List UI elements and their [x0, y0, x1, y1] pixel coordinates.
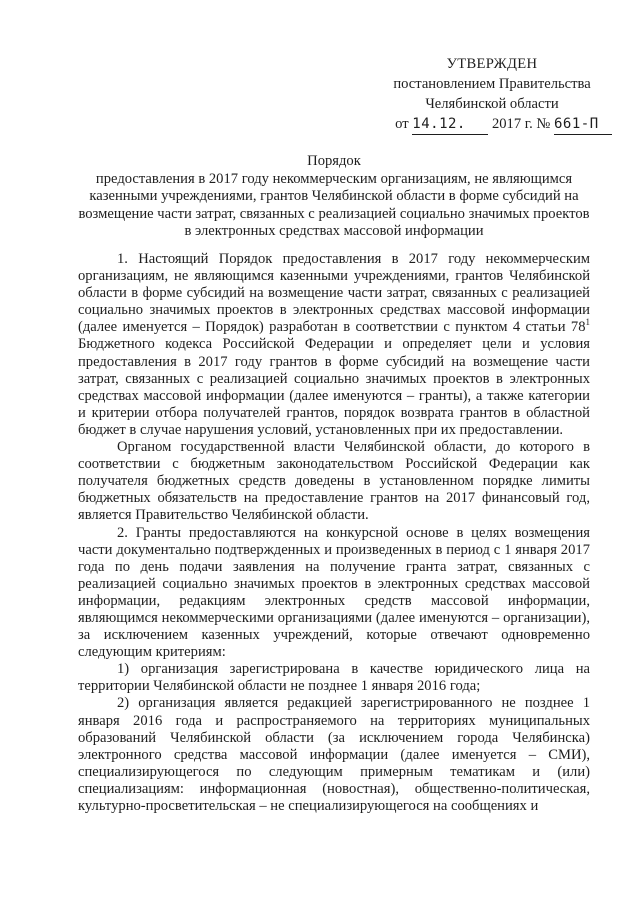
paragraph-5: 2) организация является редакцией зарегистрированного не позднее 1 января 2016 года и распространяемого на территориях муниципальных образований Челябинской области (за исключением города Челябинска) электронного средства массовой информации (далее именуется – СМИ), специализирующегося по следующим примерным тематикам и (или) специализациям: информационная (новостная), общественно-политическая, культурно-просветительская – не специализирующегося на сообщениях и	[78, 695, 590, 814]
approval-date-line	[372, 114, 612, 135]
approval-date-handwritten: 14.12.	[412, 114, 488, 135]
approval-number-handwritten: 661-П	[554, 114, 612, 135]
paragraph-1-part-b: Бюджетного кодекса Российской Федерации и определяет цели и условия предоставления в 2017 году грантов в форме субсидий на возмещение части затрат, связанных с реализацией социально значимых проектов в электронных средствах массовой информации (далее именуются – гранты), а также категории и критерии отбора получателей грантов, порядок возврата грантов в областной бюджет в случае нарушения условий, установленных при их предоставлении.	[78, 336, 590, 438]
document-title	[78, 153, 590, 240]
title-subtitle: предоставления в 2017 году некоммерческим организациям, не являющимся казенными учреждениями, грантов Челябинской области в форме субсидий на возмещение части затрат, связанных с реализацией социально значимых проектов в электронных средствах массовой информации	[78, 171, 590, 239]
title-word: Порядок	[307, 153, 361, 169]
paragraph-4: 1) организация зарегистрирована в качестве юридического лица на территории Челябинской области не позднее 1 января 2016 года;	[78, 661, 590, 695]
approval-line-2: Челябинской области	[425, 96, 559, 112]
paragraph-3: 2. Гранты предоставляются на конкурсной основе в целях возмещения части документально подтвержденных и произведенных в период с 1 января 2017 года по день подачи заявления на получение гранта затрат, связанных с реализацией социально значимых проектов в электронных средствах массовой информации, редакциям электронных средств массовой информации, являющимся некоммерческими организациями (далее именуются – организации), за исключением казенных учреждений, которые отвечают одновременно следующим критериям:	[78, 524, 590, 661]
approval-heading: УТВЕРЖДЕН	[446, 56, 538, 72]
document-body	[78, 251, 590, 815]
paragraph-1	[78, 251, 590, 439]
approval-year-text: 2017 г. №	[491, 116, 551, 132]
paragraph-1-part-a: 1. Настоящий Порядок предоставления в 2017 году некоммерческим организациям, не являющимся казенными учреждениями, грантов Челябинской области в форме субсидий на возмещение части затрат, связанных с реализацией социально значимых проектов в электронных средствах массовой информации (далее именуется – Порядок) разработан в соответствии с пунктом 4 статьи 78	[78, 251, 590, 336]
article-superscript: 1	[585, 317, 590, 328]
approval-stamp	[372, 54, 612, 135]
date-prefix: от	[395, 116, 409, 132]
paragraph-2: Органом государственной власти Челябинской области, до которого в соответствии с бюджетным законодательством Российской Федерации как получателя бюджетных средств доведены в установленном порядке лимиты бюджетных обязательств на предоставление грантов на 2017 финансовый год, является Правительство Челябинской области.	[78, 439, 590, 524]
approval-line-1: постановлением Правительства	[393, 76, 591, 92]
